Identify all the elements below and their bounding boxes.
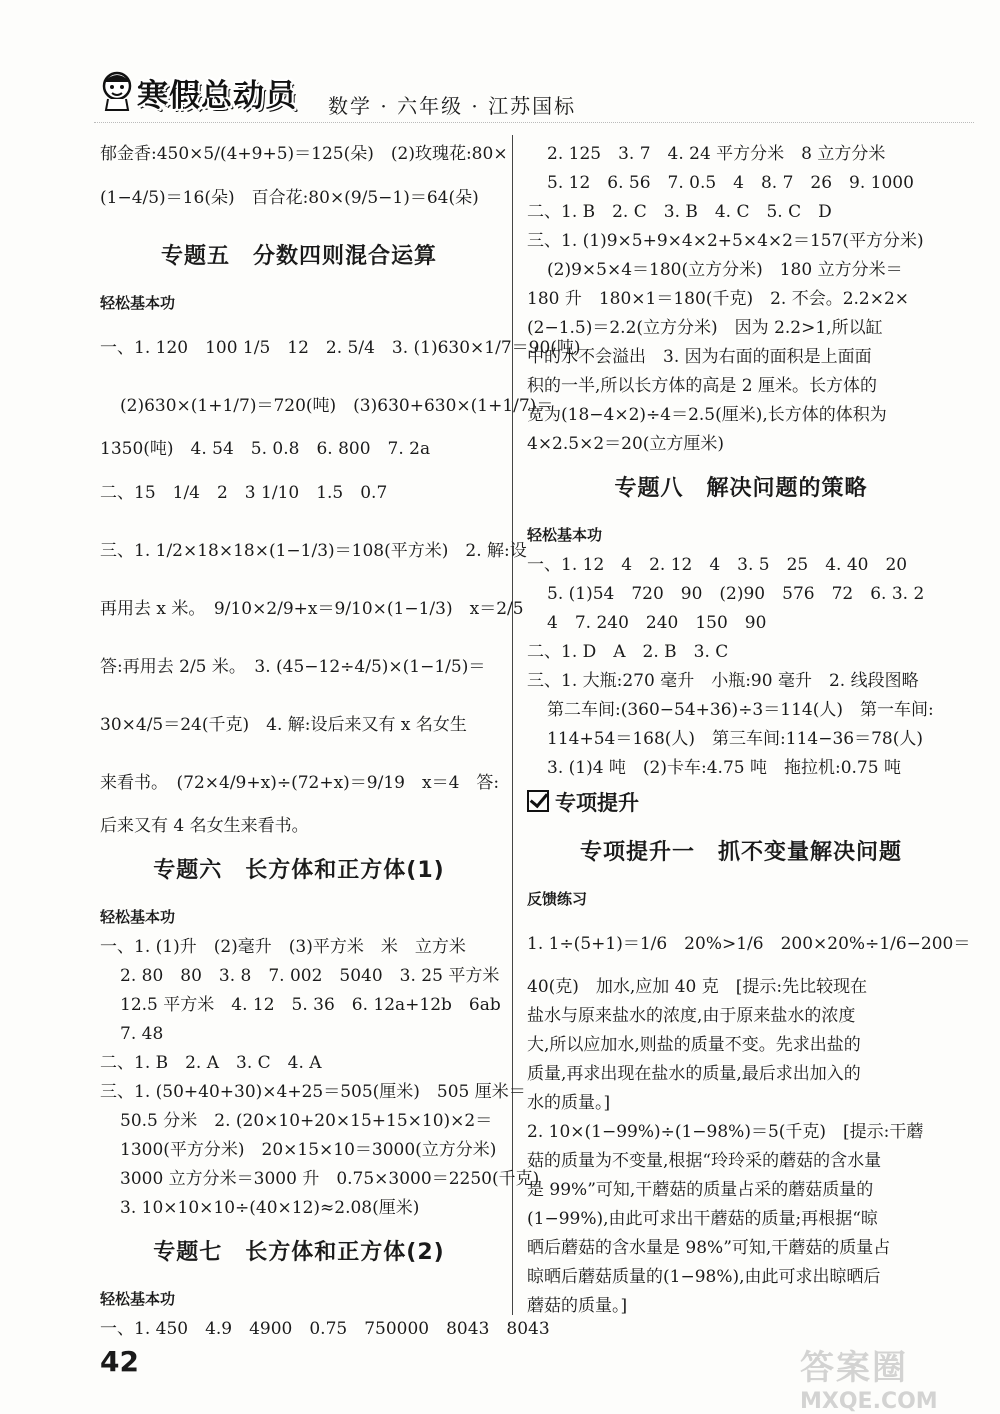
page-header: [0, 0, 1000, 130]
header-divider: [94, 122, 974, 123]
answer-line: 再用去 x 米。 9/10×2/9+x＝9/10×(1−1/3) x＝2/5: [100, 599, 524, 619]
answer-line: 一、1. 450 4.9 4900 0.75 750000 8043 8043: [100, 1319, 550, 1339]
section-title: 专题五 分数四则混合运算: [160, 244, 437, 269]
answer-line: 二、1. B 2. C 3. B 4. C 5. C D: [527, 202, 832, 222]
answer-line: 4×2.5×2＝20(立方厘米): [527, 434, 725, 454]
section-title: 专项提升一 抓不变量解决问题: [579, 840, 902, 865]
answer-line: 二、1. D A 2. B 3. C: [527, 642, 729, 662]
section-title: 专题八 解决问题的策略: [614, 476, 868, 501]
answer-line: 1350(吨) 4. 54 5. 0.8 6. 800 7. 2a: [100, 439, 431, 459]
answer-line: (1−99%),由此可求出干蘑菇的质量;再根据“晾: [527, 1209, 878, 1229]
answer-line: 2. 10×(1−99%)÷(1−98%)＝5(千克) [提示:干蘑: [527, 1122, 924, 1142]
answer-line: 5. 12 6. 56 7. 0.5 4 8. 7 26 9. 1000: [547, 173, 914, 193]
answer-line: 水的质量。]: [527, 1093, 611, 1113]
subsection-label: 轻松基本功: [527, 526, 603, 544]
answer-line: 积的一半,所以长方体的高是 2 厘米。长方体的: [527, 376, 878, 396]
answer-line: 1300(平方分米) 20×15×10＝3000(立方分米): [120, 1140, 497, 1160]
answer-line: 114+54＝168(人) 第三车间:114−36＝78(人): [547, 729, 923, 749]
answer-line: 菇的质量为不变量,根据“玲玲采的蘑菇的含水量: [527, 1151, 882, 1171]
answer-line: 50.5 分米 2. (20×10+20×15+15×10)×2＝: [120, 1111, 493, 1131]
answer-line: 3. 10×10×10÷(40×12)≈2.08(厘米): [120, 1198, 420, 1218]
answer-line: 郁金香:450×5/(4+9+5)＝125(朵) (2)玫瑰花:80×: [100, 144, 508, 164]
answer-line: 5. (1)54 720 90 (2)90 576 72 6. 3. 2: [547, 584, 925, 604]
answer-line: (2−1.5)＝2.2(立方分米) 因为 2.2>1,所以缸: [527, 318, 883, 338]
subject-label: 数学 · 六年级 · 江苏国标: [328, 94, 577, 118]
answer-line: 是 99%”可知,干蘑菇的质量占采的蘑菇质量的: [527, 1180, 874, 1200]
answer-line: 答:再用去 2/5 米。 3. (45−12÷4/5)×(1−1/5)＝: [100, 657, 486, 677]
answer-line: 1. 1÷(5+1)＝1/6 20%>1/6 200×20%÷1/6−200＝: [527, 934, 971, 954]
column-divider: [512, 135, 513, 1315]
answer-line: 后来又有 4 名女生来看书。: [100, 816, 309, 836]
answer-line: 一、1. (1)升 (2)毫升 (3)平方米 米 立方米: [100, 937, 466, 957]
brand-title: 寒假总动员: [137, 78, 297, 114]
subsection-label: 轻松基本功: [100, 908, 176, 926]
answer-line: 二、1. B 2. A 3. C 4. A: [100, 1053, 322, 1073]
answer-line: 三、1. 大瓶:270 毫升 小瓶:90 毫升 2. 线段图略: [527, 671, 919, 691]
answer-line: 7. 48: [120, 1024, 164, 1044]
answer-line: 晒后蘑菇的含水量是 98%”可知,干蘑菇的质量占: [527, 1238, 891, 1258]
answer-line: (2)630×(1+1/7)＝720(吨) (3)630+630×(1+1/7)＝: [120, 396, 554, 416]
answer-line: 大,所以应加水,则盐的质量不变。先求出盐的: [527, 1035, 861, 1055]
badge-label: 专项提升: [555, 791, 639, 815]
answer-line: 中的水不会溢出 3. 因为右面的面积是上面面: [527, 347, 872, 367]
section-title: 专题七 长方体和正方体(2): [153, 1240, 445, 1265]
watermark-logo: 答案圈: [800, 1348, 908, 1388]
answer-line: 2. 125 3. 7 4. 24 平方分米 8 立方分米: [547, 144, 886, 164]
special-section-badge: [527, 783, 955, 823]
answer-line: 12.5 平方米 4. 12 5. 36 6. 12a+12b 6ab: [120, 995, 501, 1015]
answer-line: 第二车间:(360−54+36)÷3＝114(人) 第一车间:: [547, 700, 934, 720]
subsection-label: 轻松基本功: [100, 1290, 176, 1308]
page-number: 42: [100, 1345, 139, 1378]
answer-line: (1−4/5)＝16(朵) 百合花:80×(9/5−1)＝64(朵): [100, 188, 479, 208]
subsection-label: 反馈练习: [527, 890, 588, 908]
answer-line: 一、1. 12 4 2. 12 4 3. 5 25 4. 40 20: [527, 555, 908, 575]
watermark-url: MXQE.COM: [800, 1389, 938, 1414]
answer-line: 晾晒后蘑菇质量的(1−98%),由此可求出晾晒后: [527, 1267, 881, 1287]
watermark: [800, 1340, 990, 1414]
section-title: 专题六 长方体和正方体(1): [153, 858, 445, 883]
answer-line: 三、1. (50+40+30)×4+25＝505(厘米) 505 厘米＝: [100, 1082, 526, 1102]
answer-line: 二、15 1/4 2 3 1/10 1.5 0.7: [100, 483, 388, 503]
answer-line: 质量,再求出现在盐水的质量,最后求出加入的: [527, 1064, 861, 1084]
checkbox-icon: [527, 790, 549, 812]
subsection-label: 轻松基本功: [100, 294, 176, 312]
mascot-icon: [96, 66, 138, 112]
answer-line: 3000 立方分米＝3000 升 0.75×3000＝2250(千克): [120, 1169, 540, 1189]
answer-line: 三、1. (1)9×5+9×4×2+5×4×2＝157(平方分米): [527, 231, 924, 251]
answer-line: 宽为(18−4×2)÷4＝2.5(厘米),长方体的体积为: [527, 405, 887, 425]
answer-line: 盐水与原来盐水的浓度,由于原来盐水的浓度: [527, 1006, 856, 1026]
answer-line: 来看书。 (72×4/9+x)÷(72+x)＝9/19 x＝4 答:: [100, 773, 500, 793]
answer-line: 3. (1)4 吨 (2)卡车:4.75 吨 拖拉机:0.75 吨: [547, 758, 901, 778]
answer-line: 4 7. 240 240 150 90: [547, 613, 767, 633]
answer-line: 蘑菇的质量。]: [527, 1296, 628, 1316]
right-column: [527, 140, 971, 1321]
answer-line: (2)9×5×4＝180(立方分米) 180 立方分米＝: [547, 260, 903, 280]
answer-line: 三、1. 1/2×18×18×(1−1/3)＝108(平方米) 2. 解:设: [100, 541, 527, 561]
answer-line: 30×4/5＝24(千克) 4. 解:设后来又有 x 名女生: [100, 715, 467, 735]
answer-line: 一、1. 120 100 1/5 12 2. 5/4 3. (1)630×1/7＝90(吨): [100, 338, 581, 358]
answer-line: 180 升 180×1＝180(千克) 2. 不会。2.2×2×: [527, 289, 910, 309]
answer-line: 40(克) 加水,应加 40 克 [提示:先比较现在: [527, 977, 868, 997]
answer-line: 2. 80 80 3. 8 7. 002 5040 3. 25 平方米: [120, 966, 500, 986]
